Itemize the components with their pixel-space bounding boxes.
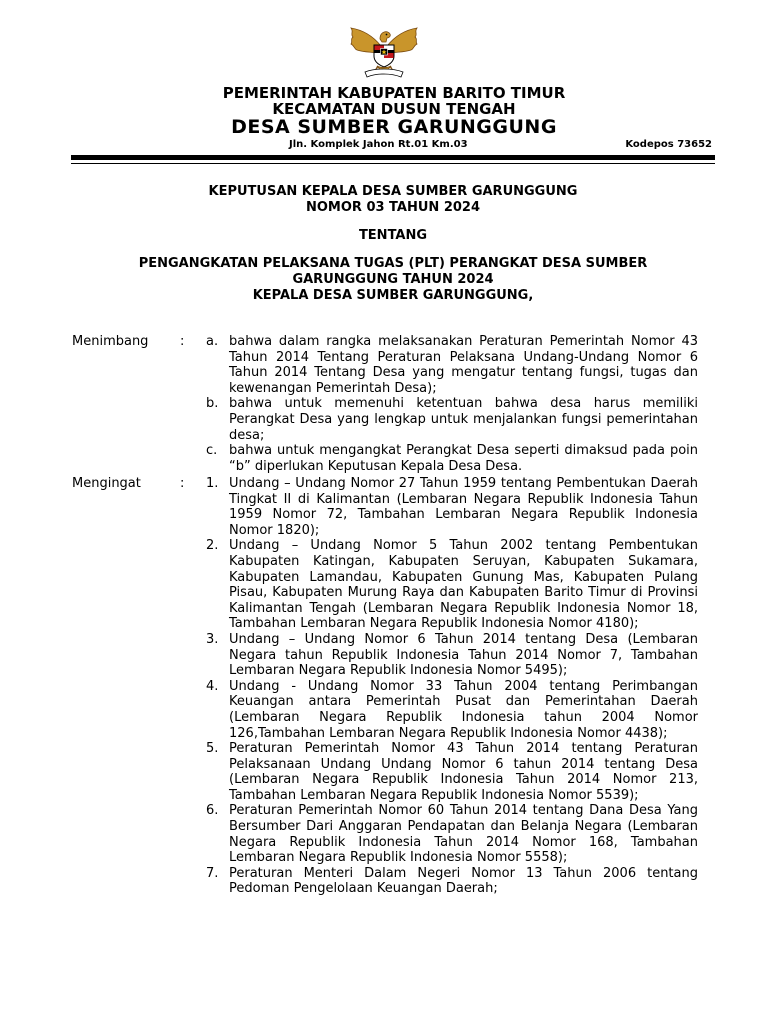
mengingat-item: [206, 741, 698, 803]
kop-government-name: PEMERINTAH KABUPATEN BARITO TIMUR: [222, 84, 566, 102]
kop-village-name: DESA SUMBER GARUNGGUNG: [231, 116, 557, 138]
list-marker: a.: [206, 334, 219, 349]
mengingat-item: [206, 803, 698, 865]
list-item-text: Undang – Undang Nomor 27 Tahun 1959 tentang Pembentukan Daerah Tingkat II di Kalimantan (Lembaran Negara Republik Indonesia Tahun 1959 Nomor 72, Tambahan Lembaran Negara Republik Indonesia Nomor 1820);: [229, 476, 698, 538]
decree-number: NOMOR 03 TAHUN 2024: [305, 200, 480, 215]
list-item-text: Undang - Undang Nomor 33 Tahun 2004 tentang Perimbangan Keuangan antara Pemerintah Pusat dan Pemerintahan Daerah (Lembaran Negara Republik Indonesia tahun 2004 Nomor 126,Tambahan Lembaran Negara Republik Indonesia Nomor 4438);: [229, 678, 698, 741]
menimbang-item: [206, 334, 698, 396]
menimbang-label: Menimbang: [72, 334, 149, 349]
kop-divider-thick: [71, 155, 715, 160]
list-item-text: bahwa dalam rangka melaksanakan Peraturan Pemerintah Nomor 43 Tahun 2014 Tentang Peraturan Pelaksana Undang-Undang Nomor 6 Tahun 2014 Tentang Desa yang mengatur tentang fungsi, tugas dan kewenangan Pemerintah Desa);: [229, 334, 698, 396]
decree-subject-line-2: GARUNGGUNG TAHUN 2024: [292, 272, 494, 287]
menimbang-item: [206, 443, 698, 474]
list-marker: b.: [206, 396, 219, 412]
mengingat-colon: :: [180, 476, 185, 491]
decree-about-label: TENTANG: [358, 228, 428, 243]
decree-title: KEPUTUSAN KEPALA DESA SUMBER GARUNGGUNG: [208, 184, 578, 199]
list-marker: 1.: [206, 476, 219, 491]
list-marker: 5.: [206, 741, 219, 757]
list-item-text: Peraturan Pemerintah Nomor 60 Tahun 2014 tentang Dana Desa Yang Bersumber Dari Anggaran Pendapatan dan Belanja Negara (Lembaran Negara Republik Indonesia Tahun 2014 Nomor 168, Tambahan Lembaran Negara Republik Indonesia Nomor 5558);: [229, 803, 698, 866]
list-marker: 6.: [206, 803, 219, 819]
list-item-text: Undang – Undang Nomor 6 Tahun 2014 tentang Desa (Lembaran Negara tahun Republik Indonesia Tahun 2014 Nomor 7, Tambahan Lembaran Negara Republik Indonesia Nomor 5495);: [229, 631, 698, 679]
list-marker: 7.: [206, 865, 219, 881]
kop-divider-thin: [71, 163, 715, 164]
mengingat-item: [206, 632, 698, 679]
list-marker: 2.: [206, 538, 219, 554]
list-item-text: Peraturan Menteri Dalam Negeri Nomor 13 Tahun 2006 tentang Pedoman Pengelolaan Keuangan Daerah;: [229, 865, 698, 897]
kop-subdistrict-name: KECAMATAN DUSUN TENGAH: [272, 100, 516, 118]
menimbang-list: [206, 334, 698, 474]
mengingat-item: [206, 679, 698, 741]
list-marker: 3.: [206, 631, 219, 647]
decree-subject-line-1: PENGANGKATAN PELAKSANA TUGAS (PLT) PERANGKAT DESA SUMBER: [138, 256, 648, 271]
kop-address: Jln. Komplek Jahon Rt.01 Km.03: [289, 139, 468, 150]
mengingat-list: [206, 476, 698, 897]
mengingat-item: [206, 476, 698, 538]
list-marker: c.: [206, 443, 218, 459]
menimbang-colon: :: [180, 334, 185, 349]
list-marker: 4.: [206, 678, 219, 694]
list-item-text: Peraturan Pemerintah Nomor 43 Tahun 2014 tentang Peraturan Pelaksanaan Undang Undang Nomor 6 tahun 2014 tentang Desa (Lembaran Negara Republik Indonesia Tahun 2014 Nomor 213, Tambahan Lembaran Negara Republik Indonesia Nomor 5539);: [229, 741, 698, 803]
menimbang-item: [206, 396, 698, 443]
mengingat-item: [206, 538, 698, 632]
list-item-text: bahwa untuk memenuhi ketentuan bahwa desa harus memiliki Perangkat Desa yang lengkap untuk menjalankan fungsi pemerintahan desa;: [229, 396, 698, 443]
mengingat-label: Mengingat: [72, 476, 141, 491]
decree-authority: KEPALA DESA SUMBER GARUNGGUNG,: [252, 288, 534, 303]
kop-postcode: Kodepos 73652: [625, 139, 712, 150]
garuda-emblem-icon: [345, 22, 423, 80]
list-item-text: bahwa untuk mengangkat Perangkat Desa seperti dimaksud pada poin “b” diperlukan Keputusan Kepala Desa Desa.: [229, 443, 698, 474]
mengingat-item: [206, 866, 698, 897]
list-item-text: Undang – Undang Nomor 5 Tahun 2002 tentang Pembentukan Kabupaten Katingan, Kabupaten Seruyan, Kabupaten Sukamara, Kabupaten Lamandau, Kabupaten Gunung Mas, Kabupaten Pulang Pisau, Kabupaten Murung Raya dan Kabupaten Barito Timur di Provinsi Kalimantan Tengah (Lembaran Negara Republik Indonesia Nomor 18, Tambahan Lembaran Negara Republik Indonesia Nomor 4180);: [229, 538, 698, 632]
